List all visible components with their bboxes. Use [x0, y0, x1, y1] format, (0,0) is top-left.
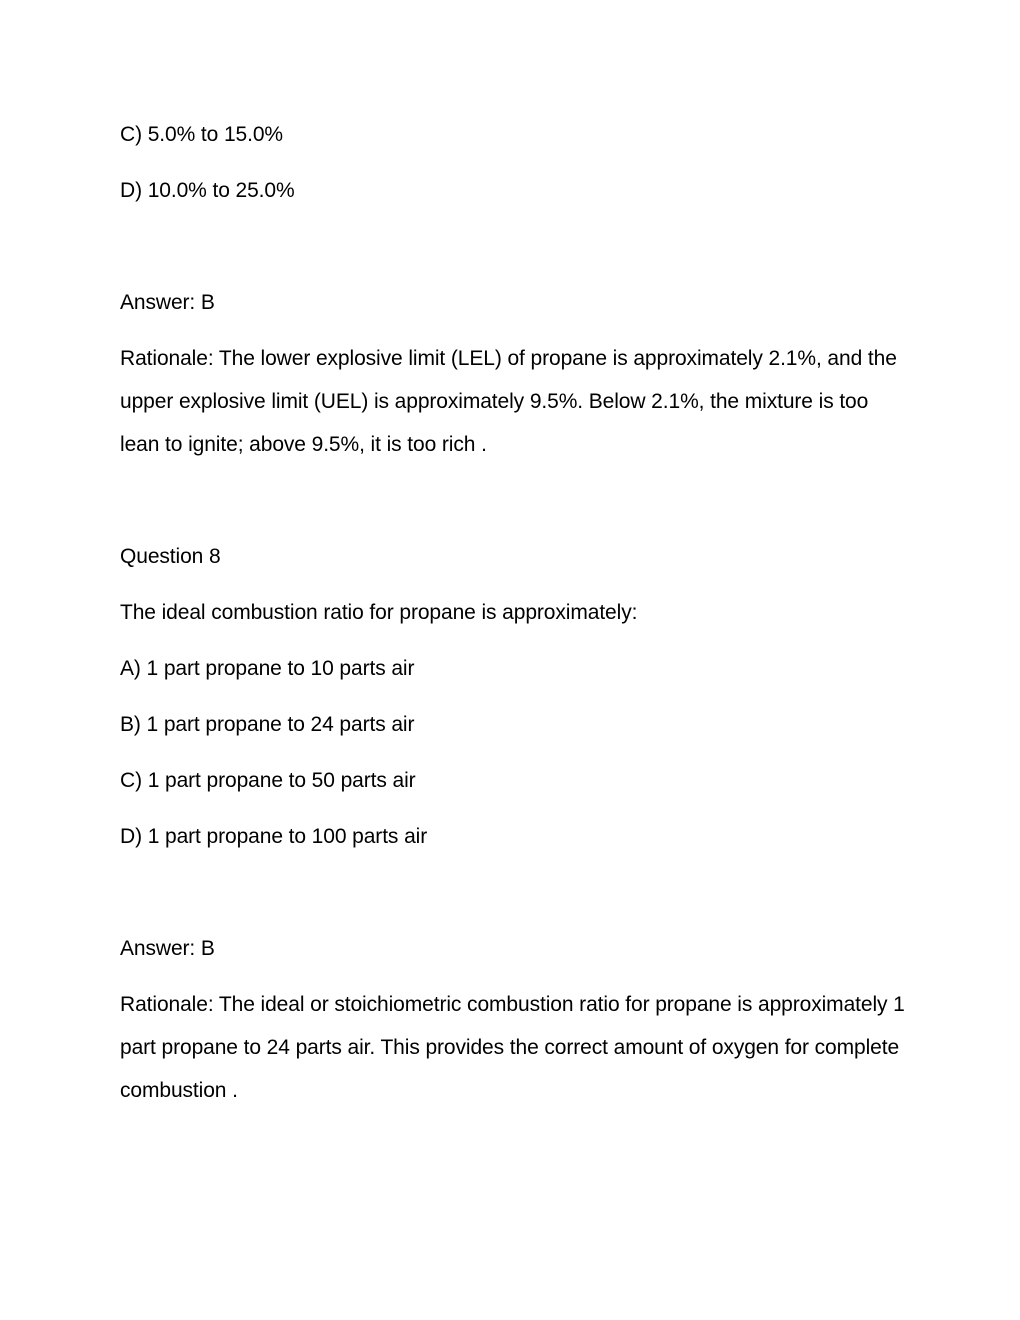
option-d: D) 10.0% to 25.0% [120, 179, 295, 202]
rationale-paragraph: Rationale: The ideal or stoichiometric combustion ratio for propane is approximately 1 part propane to 24 parts air. This provides the correct amount of oxygen for complete combustion . [120, 993, 905, 1102]
option-d: D) 1 part propane to 100 parts air [120, 825, 428, 848]
question-prompt: The ideal combustion ratio for propane is approximately: [120, 601, 638, 624]
option-c: C) 5.0% to 15.0% [120, 123, 283, 146]
answer-line: Answer: B [120, 291, 215, 314]
option-c: C) 1 part propane to 50 parts air [120, 769, 416, 792]
answer-line: Answer: B [120, 937, 215, 960]
option-b: B) 1 part propane to 24 parts air [120, 713, 415, 736]
option-a: A) 1 part propane to 10 parts air [120, 657, 415, 680]
question-heading: Question 8 [120, 545, 221, 568]
rationale-paragraph: Rationale: The lower explosive limit (LEL) of propane is approximately 2.1%, and the upper explosive limit (UEL) is approximately 9.5%. Below 2.1%, the mixture is too lean to ignite; above 9.5%, it is too rich . [120, 347, 897, 456]
